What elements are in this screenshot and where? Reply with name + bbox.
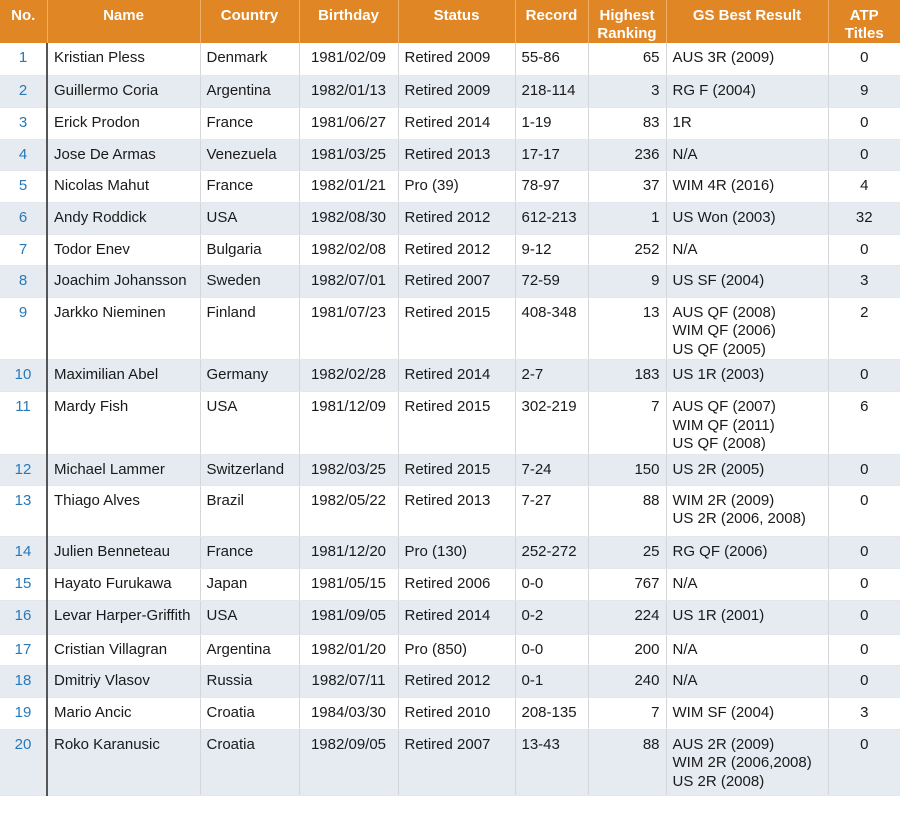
gs-result-line: AUS 2R (2009) <box>672 735 775 753</box>
gs-result-line: US 2R (2005) <box>672 460 765 478</box>
player-highest-ranking: 224 <box>588 600 666 634</box>
row-number: 8 <box>0 265 47 297</box>
player-country: Bulgaria <box>200 234 299 265</box>
table-row[interactable] <box>0 392 900 455</box>
player-highest-ranking: 7 <box>588 392 666 455</box>
player-record: 0-1 <box>515 665 588 697</box>
player-birthday: 1982/02/28 <box>299 360 398 392</box>
table-row[interactable] <box>0 665 900 697</box>
player-birthday: 1981/12/09 <box>299 392 398 455</box>
player-birthday: 1982/07/11 <box>299 665 398 697</box>
player-status: Retired 2012 <box>398 665 515 697</box>
player-highest-ranking: 65 <box>588 43 666 75</box>
player-atp-titles: 3 <box>828 265 900 297</box>
player-record: 252-272 <box>515 536 588 568</box>
player-birthday: 1981/06/27 <box>299 107 398 139</box>
player-gs-best-result <box>666 297 828 360</box>
player-name: Todor Enev <box>47 234 200 265</box>
player-country: Switzerland <box>200 454 299 485</box>
player-birthday: 1982/09/05 <box>299 729 398 795</box>
table-row[interactable] <box>0 729 900 795</box>
player-status: Retired 2014 <box>398 107 515 139</box>
header-name[interactable]: Name <box>47 0 200 43</box>
gs-result-line: N/A <box>672 640 698 658</box>
gs-result-line: AUS QF (2008) <box>672 303 776 321</box>
player-birthday: 1981/03/25 <box>299 139 398 170</box>
gs-result-line: US SF (2004) <box>672 271 765 289</box>
player-gs-best-result <box>666 234 828 265</box>
player-country: Argentina <box>200 75 299 107</box>
player-gs-best-result <box>666 107 828 139</box>
gs-result-line: WIM QF (2011) <box>672 416 775 434</box>
row-number: 5 <box>0 170 47 202</box>
player-record: 13-43 <box>515 729 588 795</box>
player-birthday: 1982/03/25 <box>299 454 398 485</box>
player-gs-best-result <box>666 265 828 297</box>
player-status: Retired 2009 <box>398 75 515 107</box>
player-record: 2-7 <box>515 360 588 392</box>
header-status[interactable]: Status <box>398 0 515 43</box>
gs-result-line: WIM QF (2006) <box>672 322 776 339</box>
player-name: Roko Karanusic <box>47 729 200 795</box>
player-gs-best-result <box>666 600 828 634</box>
player-highest-ranking: 236 <box>588 139 666 170</box>
player-country: Croatia <box>200 697 299 729</box>
row-number: 4 <box>0 139 47 170</box>
row-number: 7 <box>0 234 47 265</box>
player-status: Retired 2007 <box>398 729 515 795</box>
player-highest-ranking: 7 <box>588 697 666 729</box>
row-number: 9 <box>0 297 47 360</box>
player-highest-ranking: 37 <box>588 170 666 202</box>
player-gs-best-result <box>666 139 828 170</box>
player-status: Pro (130) <box>398 536 515 568</box>
player-name: Erick Prodon <box>47 107 200 139</box>
player-name: Cristian Villagran <box>47 634 200 665</box>
gs-result-line: AUS 3R (2009) <box>672 49 775 66</box>
player-atp-titles: 0 <box>828 234 900 265</box>
player-atp-titles: 0 <box>828 107 900 139</box>
player-gs-best-result <box>666 634 828 665</box>
player-status: Retired 2015 <box>398 392 515 455</box>
player-atp-titles: 0 <box>828 536 900 568</box>
player-highest-ranking: 183 <box>588 360 666 392</box>
player-highest-ranking: 83 <box>588 107 666 139</box>
player-gs-best-result <box>666 202 828 234</box>
gs-result-line: WIM SF (2004) <box>672 703 775 721</box>
header-record[interactable]: Record <box>515 0 588 43</box>
gs-result-line: US 2R (2006, 2008) <box>672 510 806 527</box>
player-atp-titles: 6 <box>828 392 900 455</box>
player-record: 17-17 <box>515 139 588 170</box>
player-atp-titles: 32 <box>828 202 900 234</box>
player-country: Venezuela <box>200 139 299 170</box>
header-country[interactable]: Country <box>200 0 299 43</box>
player-name: Jose De Armas <box>47 139 200 170</box>
player-status: Retired 2015 <box>398 297 515 360</box>
player-atp-titles: 0 <box>828 139 900 170</box>
player-status: Retired 2013 <box>398 485 515 536</box>
header-row <box>0 0 900 43</box>
table-row[interactable] <box>0 454 900 485</box>
player-country: Croatia <box>200 729 299 795</box>
player-highest-ranking: 3 <box>588 75 666 107</box>
player-name: Mario Ancic <box>47 697 200 729</box>
player-status: Pro (850) <box>398 634 515 665</box>
player-status: Retired 2010 <box>398 697 515 729</box>
table-row[interactable] <box>0 234 900 265</box>
player-atp-titles: 0 <box>828 485 900 536</box>
gs-result-line: AUS QF (2007) <box>672 398 776 415</box>
row-number: 14 <box>0 536 47 568</box>
player-name: Dmitriy Vlasov <box>47 665 200 697</box>
header-highest-ranking[interactable]: Highest Ranking <box>588 0 666 43</box>
table-row[interactable] <box>0 265 900 297</box>
gs-result-line: WIM 4R (2016) <box>672 176 775 194</box>
player-highest-ranking: 767 <box>588 568 666 600</box>
player-gs-best-result <box>666 392 828 455</box>
player-atp-titles: 0 <box>828 43 900 75</box>
player-country: Argentina <box>200 634 299 665</box>
row-number: 11 <box>0 392 47 455</box>
player-birthday: 1981/12/20 <box>299 536 398 568</box>
player-highest-ranking: 9 <box>588 265 666 297</box>
row-number: 12 <box>0 454 47 485</box>
player-country: Finland <box>200 297 299 360</box>
gs-result-line: N/A <box>672 145 698 163</box>
row-number: 3 <box>0 107 47 139</box>
player-country: USA <box>200 392 299 455</box>
player-record: 0-0 <box>515 634 588 665</box>
player-country: France <box>200 536 299 568</box>
player-highest-ranking: 88 <box>588 485 666 536</box>
player-status: Retired 2006 <box>398 568 515 600</box>
header-no[interactable]: No. <box>0 0 47 43</box>
player-highest-ranking: 150 <box>588 454 666 485</box>
player-status: Retired 2009 <box>398 43 515 75</box>
player-record: 55-86 <box>515 43 588 75</box>
player-birthday: 1984/03/30 <box>299 697 398 729</box>
player-record: 0-2 <box>515 600 588 634</box>
player-atp-titles: 0 <box>828 729 900 795</box>
player-highest-ranking: 252 <box>588 234 666 265</box>
table-row[interactable] <box>0 536 900 568</box>
table-row[interactable] <box>0 107 900 139</box>
player-name: Jarkko Nieminen <box>47 297 200 360</box>
table-row[interactable] <box>0 75 900 107</box>
gs-result-line: RG QF (2006) <box>672 542 768 560</box>
player-gs-best-result <box>666 485 828 536</box>
gs-result-line: US 1R (2003) <box>672 366 765 383</box>
player-name: Joachim Johansson <box>47 265 200 297</box>
player-gs-best-result <box>666 665 828 697</box>
player-status: Retired 2014 <box>398 600 515 634</box>
player-record: 1-19 <box>515 107 588 139</box>
header-atp-titles[interactable]: ATP Titles <box>828 0 900 43</box>
player-atp-titles: 2 <box>828 297 900 360</box>
gs-result-line: N/A <box>672 574 698 592</box>
row-number: 13 <box>0 485 47 536</box>
player-name: Kristian Pless <box>47 43 200 75</box>
player-record: 7-27 <box>515 485 588 536</box>
player-birthday: 1981/02/09 <box>299 43 398 75</box>
player-name: Michael Lammer <box>47 454 200 485</box>
player-record: 408-348 <box>515 297 588 360</box>
player-record: 0-0 <box>515 568 588 600</box>
player-name: Thiago Alves <box>47 485 200 536</box>
player-gs-best-result <box>666 170 828 202</box>
gs-result-line: US QF (2005) <box>672 340 766 358</box>
player-gs-best-result <box>666 697 828 729</box>
player-atp-titles: 0 <box>828 600 900 634</box>
gs-result-line: N/A <box>672 671 698 689</box>
player-country: Sweden <box>200 265 299 297</box>
player-name: Mardy Fish <box>47 392 200 455</box>
gs-result-line: US QF (2008) <box>672 435 766 452</box>
player-gs-best-result <box>666 568 828 600</box>
player-country: Japan <box>200 568 299 600</box>
player-birthday: 1982/02/08 <box>299 234 398 265</box>
row-number: 1 <box>0 43 47 75</box>
player-country: USA <box>200 600 299 634</box>
player-gs-best-result <box>666 360 828 392</box>
player-highest-ranking: 240 <box>588 665 666 697</box>
player-status: Retired 2012 <box>398 202 515 234</box>
player-gs-best-result <box>666 454 828 485</box>
player-country: Denmark <box>200 43 299 75</box>
player-atp-titles: 9 <box>828 75 900 107</box>
player-name: Levar Harper-Griffith <box>47 600 200 634</box>
row-number: 2 <box>0 75 47 107</box>
player-country: USA <box>200 202 299 234</box>
player-status: Retired 2015 <box>398 454 515 485</box>
row-number: 18 <box>0 665 47 697</box>
player-status: Retired 2007 <box>398 265 515 297</box>
player-birthday: 1982/05/22 <box>299 485 398 536</box>
player-birthday: 1981/07/23 <box>299 297 398 360</box>
player-record: 612-213 <box>515 202 588 234</box>
table-row[interactable] <box>0 485 900 536</box>
player-name: Andy Roddick <box>47 202 200 234</box>
player-atp-titles: 4 <box>828 170 900 202</box>
player-status: Retired 2012 <box>398 234 515 265</box>
player-gs-best-result <box>666 536 828 568</box>
row-number: 15 <box>0 568 47 600</box>
player-highest-ranking: 13 <box>588 297 666 360</box>
player-record: 302-219 <box>515 392 588 455</box>
player-birthday: 1982/08/30 <box>299 202 398 234</box>
player-birthday: 1982/07/01 <box>299 265 398 297</box>
table-row[interactable] <box>0 600 900 634</box>
player-gs-best-result <box>666 729 828 795</box>
gs-result-line: 1R <box>672 113 692 131</box>
table-body <box>0 43 900 795</box>
player-name: Julien Benneteau <box>47 536 200 568</box>
row-number: 6 <box>0 202 47 234</box>
table-row[interactable] <box>0 139 900 170</box>
gs-result-line: US 2R (2008) <box>672 772 765 790</box>
gs-result-line: WIM 2R (2009) <box>672 491 775 509</box>
player-record: 218-114 <box>515 75 588 107</box>
player-highest-ranking: 88 <box>588 729 666 795</box>
row-number: 17 <box>0 634 47 665</box>
player-country: France <box>200 170 299 202</box>
player-record: 7-24 <box>515 454 588 485</box>
player-country: Brazil <box>200 485 299 536</box>
table-row[interactable] <box>0 170 900 202</box>
row-number: 10 <box>0 360 47 392</box>
table-row[interactable] <box>0 297 900 360</box>
player-country: Russia <box>200 665 299 697</box>
player-status: Retired 2013 <box>398 139 515 170</box>
row-number: 20 <box>0 729 47 795</box>
player-highest-ranking: 200 <box>588 634 666 665</box>
player-atp-titles: 0 <box>828 568 900 600</box>
header-birthday[interactable]: Birthday <box>299 0 398 43</box>
player-record: 72-59 <box>515 265 588 297</box>
player-country: Germany <box>200 360 299 392</box>
player-name: Nicolas Mahut <box>47 170 200 202</box>
player-country: France <box>200 107 299 139</box>
table-row[interactable] <box>0 697 900 729</box>
player-atp-titles: 0 <box>828 665 900 697</box>
player-birthday: 1981/05/15 <box>299 568 398 600</box>
header-gs-best-result[interactable]: GS Best Result <box>666 0 828 43</box>
player-highest-ranking: 25 <box>588 536 666 568</box>
player-birthday: 1982/01/20 <box>299 634 398 665</box>
gs-result-line: N/A <box>672 240 698 258</box>
gs-result-line: US Won (2003) <box>672 208 776 226</box>
gs-result-line: US 1R (2001) <box>672 606 765 624</box>
row-number: 16 <box>0 600 47 634</box>
player-name: Hayato Furukawa <box>47 568 200 600</box>
player-status: Pro (39) <box>398 170 515 202</box>
player-birthday: 1981/09/05 <box>299 600 398 634</box>
player-record: 208-135 <box>515 697 588 729</box>
player-name: Guillermo Coria <box>47 75 200 107</box>
player-record: 78-97 <box>515 170 588 202</box>
table-row[interactable] <box>0 568 900 600</box>
gs-result-line: WIM 2R (2006,2008) <box>672 754 812 771</box>
player-birthday: 1982/01/13 <box>299 75 398 107</box>
player-status: Retired 2014 <box>398 360 515 392</box>
player-record: 9-12 <box>515 234 588 265</box>
player-gs-best-result <box>666 43 828 75</box>
player-atp-titles: 0 <box>828 454 900 485</box>
player-birthday: 1982/01/21 <box>299 170 398 202</box>
player-atp-titles: 3 <box>828 697 900 729</box>
table-row[interactable] <box>0 202 900 234</box>
table-row[interactable] <box>0 634 900 665</box>
row-number: 19 <box>0 697 47 729</box>
player-name: Maximilian Abel <box>47 360 200 392</box>
player-atp-titles: 0 <box>828 634 900 665</box>
player-gs-best-result <box>666 75 828 107</box>
table-row[interactable] <box>0 43 900 75</box>
player-atp-titles: 0 <box>828 360 900 392</box>
gs-result-line: RG F (2004) <box>672 81 756 99</box>
player-highest-ranking: 1 <box>588 202 666 234</box>
table-row[interactable] <box>0 360 900 392</box>
